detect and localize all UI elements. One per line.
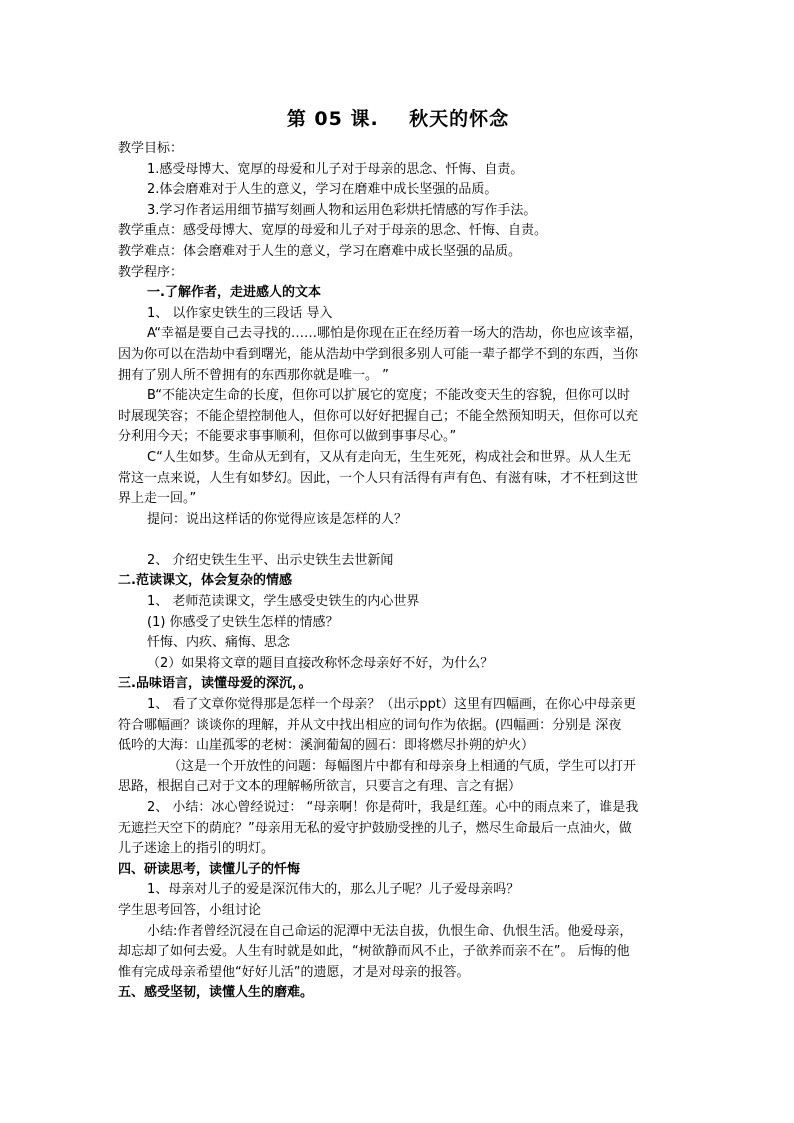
- goal-3: 3.学习作者运用细节描写刻画人物和运用色彩烘托情感的写作手法。: [147, 202, 537, 218]
- quote-b-line: 分利用今天；不能要求事事顺利，但你可以做到事事尽心。”: [118, 429, 457, 445]
- section-4-item-1: 1、母亲对儿子的爱是深沉伟大的，那么儿子呢？儿子爱母亲吗？: [147, 882, 520, 898]
- section-3-item-2-line: 2、 小结：冰心曾经说过： “母亲啊！你是荷叶，我是红莲。心中的雨点来了，谁是我: [147, 800, 639, 815]
- section-4-heading: 四、研读思考，读懂儿子的忏悔: [118, 861, 301, 877]
- section-3-note-line: （这是一个开放性的问题：每幅图片中都有和母亲身上相通的气质，学生可以打开: [168, 758, 637, 774]
- difficulty: 教学难点：体会磨难对于人生的意义，学习在磨难中成长坚强的品质。: [118, 243, 522, 259]
- goals-label: 教学目标：: [118, 141, 184, 156]
- quote-a-line: A“幸福是要自己去寻找的……哪怕是你现在正在经历着一场大的浩劫，你也应该幸福，: [147, 326, 642, 342]
- section-3-note-line: 思路，根据自己对于文本的理解畅所欲言，只要言之有理、言之有据）: [118, 779, 522, 795]
- section-1-heading: 一.了解作者，走进感人的文本: [147, 285, 321, 301]
- lesson-title: 第 05 课. 秋天的怀念: [286, 108, 510, 130]
- section-3-item-2-line: 无遮拦天空下的荫庇？”母亲用无私的爱守护鼓励受挫的儿子，燃尽生命最后一点油火，做: [118, 820, 632, 836]
- procedure-label: 教学程序：: [118, 264, 184, 280]
- quote-c-line: 界上走一回。”: [118, 491, 197, 507]
- section-2-item-1: 1、 老师范读课文，学生感受史铁生的内心世界: [147, 594, 420, 610]
- section-3-item-1-line: 1、 看了文章你觉得那是怎样一个母亲？（出示ppt）这里有四幅画，在你心中母亲更: [147, 697, 637, 713]
- section-2-heading: 二.范读课文，体会复杂的情感: [118, 573, 292, 589]
- section-1-item-1: 1、 以作家史铁生的三段话 导入: [147, 305, 333, 321]
- quote-a-line: 因为你可以在浩劫中看到曙光，能从浩劫中学到很多别人可能一辈子都学不到的东西，当你: [118, 346, 639, 362]
- quote-a-line: 拥有了别人所不曾拥有的东西那你就是唯一。 ”: [118, 367, 389, 383]
- section-3-heading: 三.品味语言，读懂母爱的深沉，。: [118, 676, 312, 692]
- goal-2: 2.体会磨难对于人生的意义，学习在磨难中成长坚强的品质。: [147, 182, 498, 198]
- section-3-item-1-line: 低吟的大海：山崖孤零的老树：溪涧葡匐的圆石：即将燃尽扑朔的炉火）: [118, 738, 535, 754]
- quote-c-line: 常这一点来说，人生有如梦幻。因此，一个人只有活得有声有色、有滋有味，才不枉到这世: [118, 470, 639, 486]
- section-4-answer: 学生思考回答，小组讨论: [118, 902, 262, 918]
- section-2-answer: 忏悔、内疚、痛悔、思念: [147, 635, 291, 651]
- section-1-item-2: 2、 介绍史铁生生平、出示史铁生去世新闻: [147, 552, 394, 568]
- blank-line: [118, 530, 678, 551]
- section-4-summary-line: 小结:作者曾经沉浸在自己命运的泥潭中无法自拔，仇恨生命、仇恨生活。他爱母亲，: [147, 923, 633, 939]
- key-point: 教学重点：感受母博大、宽厚的母爱和儿子对于母亲的思念、忏悔、自责。: [118, 223, 548, 239]
- section-2-sub-2: （2）如果将文章的题目直接改称怀念母亲好不好，为什么？: [147, 655, 494, 671]
- quote-b-line: B“不能决定生命的长度，但你可以扩展它的宽度；不能改变天生的容貌，但你可以时: [147, 388, 630, 404]
- section-3-item-2-line: 儿子迷途上的指引的明灯。: [118, 841, 275, 857]
- section-4-summary-line: 惟有完成母亲希望他“好好儿活”的遗愿，才是对母亲的报答。: [118, 964, 470, 980]
- document-body: [118, 139, 678, 1004]
- goal-1: 1.感受母博大、宽厚的母爱和儿子对于母亲的思念、忏悔、自责。: [147, 161, 524, 177]
- section-1-question: 提问：说出这样话的你觉得应该是怎样的人？: [147, 511, 408, 527]
- section-4-summary-line: 却忘却了如何去爱。人生有时就是如此，“树欲静而风不止，子欲养而亲不在”。 后悔的他: [118, 944, 630, 960]
- quote-b-line: 时展现笑容；不能企望控制他人，但你可以好好把握自己；不能全然预知明天，但你可以充: [118, 408, 639, 424]
- section-3-item-1-line: 符合哪幅画？谈谈你的理解，并从文中找出相应的词句作为依据。(四幅画：分别是 深夜: [118, 717, 622, 733]
- section-2-sub-1: (1) 你感受了史铁生怎样的情感？: [147, 614, 339, 630]
- quote-c-line: C“人生如梦。生命从无到有，又从有走向无，生生死死，构成社会和世界。从人生无: [147, 449, 631, 465]
- section-5-heading: 五、感受坚韧，读懂人生的磨难。: [118, 985, 314, 1001]
